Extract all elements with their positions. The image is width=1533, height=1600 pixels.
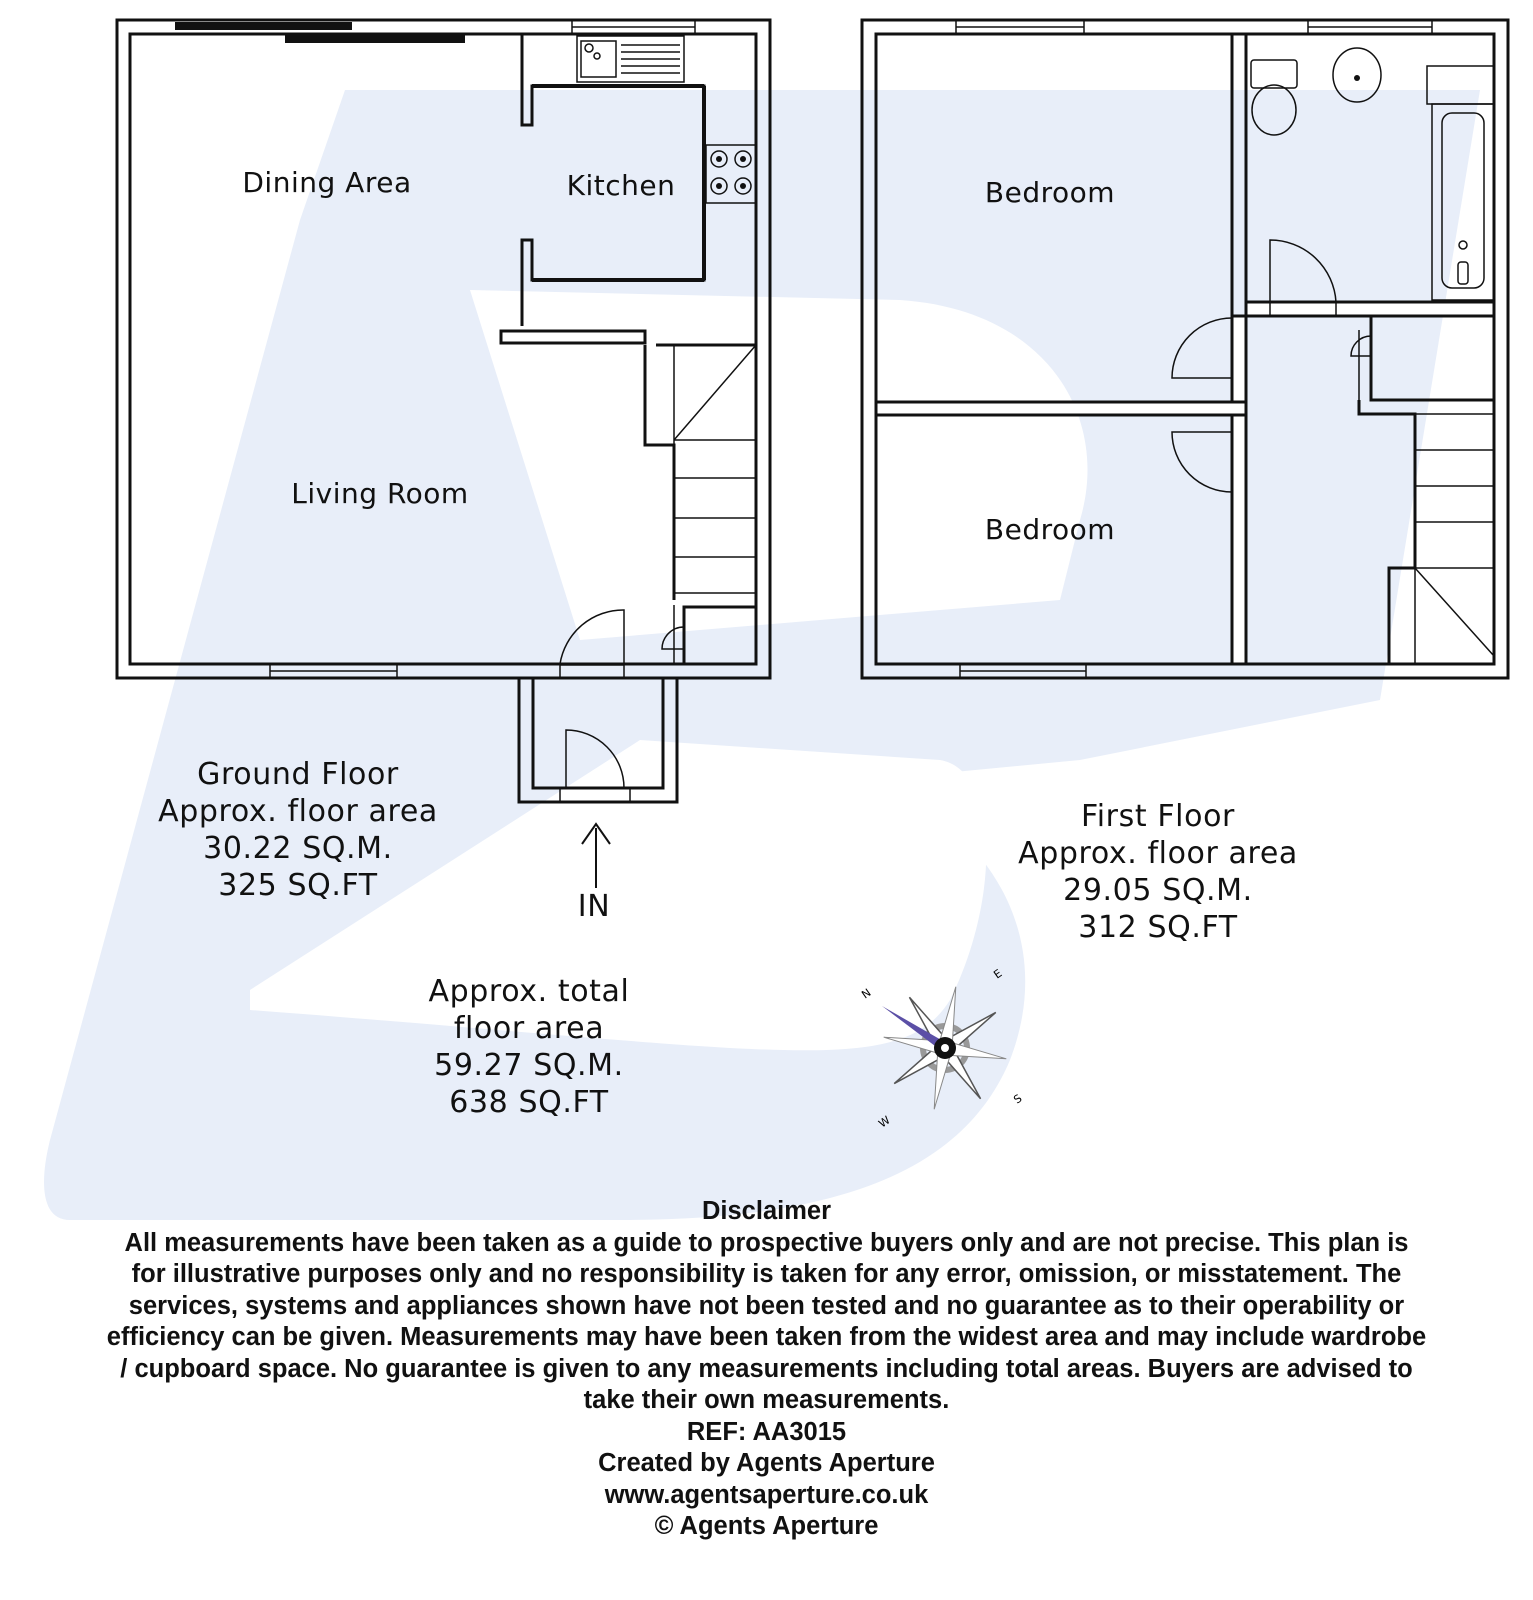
- patio-door: [175, 22, 352, 30]
- disclaimer-line: All measurements have been taken as a guide to prospective buyers only and are not precise. This plan is: [124, 1228, 1409, 1257]
- living-room-label: Living Room: [291, 477, 469, 510]
- first-floor-approx: Approx. floor area: [1018, 836, 1298, 871]
- first-floor-sqm: 29.05 SQ.M.: [1063, 873, 1253, 908]
- ground-floor-title: Ground Floor: [197, 757, 399, 792]
- website-link[interactable]: www.agentsaperture.co.uk: [604, 1480, 929, 1509]
- ground-floor-sqm: 30.22 SQ.M.: [203, 831, 393, 866]
- bedroom-2-label: Bedroom: [984, 513, 1116, 546]
- disclaimer-line: take their own measurements.: [583, 1386, 950, 1414]
- sink-icon: [577, 36, 684, 82]
- entrance-label: IN: [577, 889, 611, 924]
- disclaimer-line: services, systems and appliances shown have not been tested and no guarantee as to their operability or: [128, 1291, 1405, 1320]
- total-area-sqm: 59.27 SQ.M.: [434, 1048, 624, 1083]
- copyright: © Agents Aperture: [654, 1512, 879, 1540]
- watermark-logo: [44, 90, 1480, 1220]
- compass-s: S: [1011, 1091, 1025, 1107]
- disclaimer-block: [0, 1196, 1533, 1543]
- reference-number: REF: AA3015: [686, 1417, 847, 1446]
- disclaimer-line: / cupboard space. No guarantee is given to any measurements including total areas. Buyers are advised to: [120, 1354, 1413, 1383]
- first-floor-sqft: 312 SQ.FT: [1078, 910, 1238, 945]
- bedroom-1-label: Bedroom: [984, 176, 1116, 209]
- total-area-sqft: 638 SQ.FT: [449, 1085, 609, 1120]
- kitchen-label: Kitchen: [566, 169, 676, 202]
- total-area-line1: Approx. total: [428, 974, 630, 1009]
- compass-n: N: [859, 986, 874, 1002]
- ground-floor-approx: Approx. floor area: [158, 794, 438, 829]
- total-area-line2: floor area: [453, 1011, 605, 1046]
- disclaimer-line: for illustrative purposes only and no responsibility is taken for any error, omission, or misstatement. The: [131, 1260, 1402, 1288]
- dining-area-label: Dining Area: [242, 166, 412, 199]
- created-by: Created by Agents Aperture: [598, 1449, 935, 1477]
- compass-e: E: [991, 966, 1005, 982]
- disclaimer-line: efficiency can be given. Measurements may have been taken from the widest area and may include wardrobe: [106, 1323, 1427, 1351]
- disclaimer-heading: Disclaimer: [702, 1197, 831, 1225]
- ground-floor-sqft: 325 SQ.FT: [218, 868, 378, 903]
- compass-w: W: [876, 1113, 893, 1131]
- first-floor-title: First Floor: [1081, 799, 1235, 834]
